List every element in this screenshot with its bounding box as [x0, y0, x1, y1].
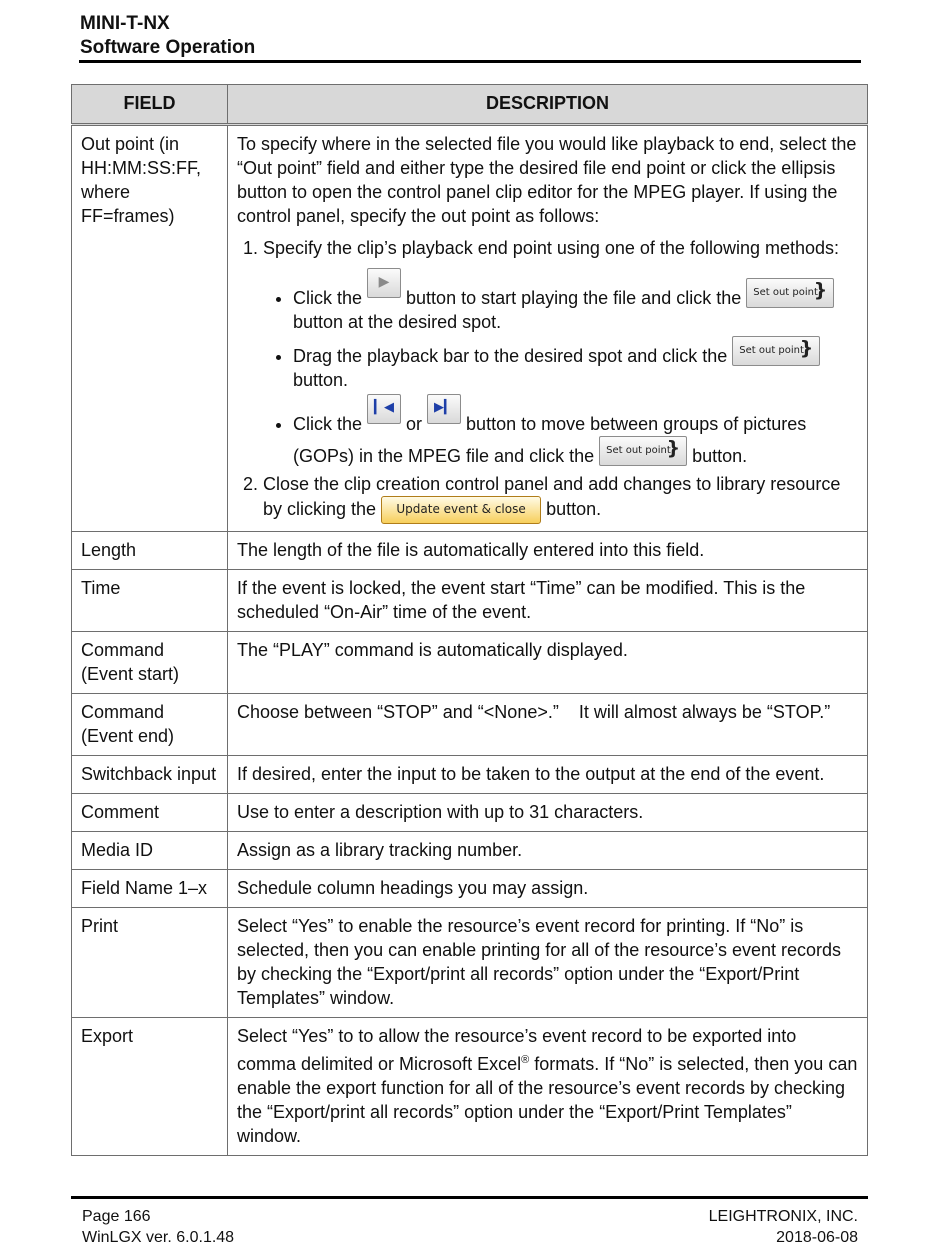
field-cell: Media ID	[72, 832, 228, 870]
field-cell: Print	[72, 908, 228, 1018]
play-icon: ▶	[367, 268, 401, 298]
registered-mark: ®	[521, 1054, 530, 1066]
table-row	[72, 908, 868, 1018]
header-product: MINI-T-NX	[80, 13, 170, 34]
method-item: • Click the ▶ button to start playing the file and click the Set out point } button at the desired spot.	[293, 268, 859, 334]
table-row	[72, 832, 868, 870]
previous-gop-icon: ▎◀	[367, 394, 401, 424]
table-row-export	[72, 1018, 868, 1156]
field-cell: Out point (in HH:MM:SS:FF, where FF=frames)	[72, 125, 228, 532]
set-out-point-button: Set out point }	[746, 278, 834, 308]
table-row-out-point	[72, 125, 868, 532]
set-out-point-button: Set out point }	[732, 336, 820, 366]
field-cell: Length	[72, 532, 228, 570]
step-item: 2. Close the clip creation control panel and add changes to library resource by clicking the Update event & close button.	[263, 472, 859, 524]
description-cell: Choose between “STOP” and “<None>.” It will almost always be “STOP.”	[228, 694, 868, 756]
header-rule	[79, 60, 861, 63]
table-row	[72, 570, 868, 632]
field-cell: Export	[72, 1018, 228, 1156]
description-cell: The “PLAY” command is automatically displayed.	[228, 632, 868, 694]
footer-rule	[71, 1196, 868, 1199]
table-row	[72, 794, 868, 832]
field-cell: Command (Event start)	[72, 632, 228, 694]
method-list	[263, 268, 859, 468]
description-cell: If desired, enter the input to be taken to the output at the end of the event.	[228, 756, 868, 794]
footer-left	[82, 1206, 234, 1248]
field-description-table	[71, 84, 868, 1156]
description-cell	[228, 125, 868, 532]
table-row	[72, 632, 868, 694]
table-row	[72, 532, 868, 570]
description-cell: Use to enter a description with up to 31 characters.	[228, 794, 868, 832]
method-item: • Click the ▎◀ or ▶▎ button to move between groups of pictures (GOPs) in the MPEG file and click the Set out point } button.	[293, 394, 859, 468]
column-header-description: DESCRIPTION	[228, 85, 868, 125]
column-header-field: FIELD	[72, 85, 228, 125]
description-cell: Assign as a library tracking number.	[228, 832, 868, 870]
description-cell: If the event is locked, the event start “Time” can be modified. This is the scheduled “On-Air” time of the event.	[228, 570, 868, 632]
field-cell: Command (Event end)	[72, 694, 228, 756]
table-row	[72, 870, 868, 908]
description-cell: Select “Yes” to to allow the resource’s event record to be exported into comma delimited or Microsoft Excel® formats. If “No” is selected, then you can enable the export function for all of the resource’s event records by checking the “Export/print all records” option under the “Export/Print Templates” window.	[228, 1018, 868, 1156]
set-out-point-button: Set out point }	[599, 436, 687, 466]
page-number: Page 166	[82, 1208, 151, 1225]
next-gop-icon: ▶▎	[427, 394, 461, 424]
field-cell: Switchback input	[72, 756, 228, 794]
company-name: LEIGHTRONIX, INC.	[708, 1208, 858, 1225]
description-cell: Select “Yes” to enable the resource’s event record for printing. If “No” is selected, then you can enable printing for all of the resource’s event records by checking the “Export/print all records” option under the “Export/Print Templates” window.	[228, 908, 868, 1018]
description-cell: Schedule column headings you may assign.	[228, 870, 868, 908]
field-cell: Field Name 1–x	[72, 870, 228, 908]
field-cell: Time	[72, 570, 228, 632]
footer-right	[709, 1206, 858, 1248]
table-row	[72, 756, 868, 794]
step-item	[263, 236, 859, 468]
document-date: 2018-06-08	[776, 1229, 858, 1246]
update-event-close-button: Update event & close	[381, 496, 541, 524]
step-text: Specify the clip’s playback end point using one of the following methods:	[263, 238, 840, 258]
table-header-row	[72, 85, 868, 125]
table-row	[72, 694, 868, 756]
page-header	[80, 12, 255, 60]
field-cell: Comment	[72, 794, 228, 832]
method-item: • Drag the playback bar to the desired spot and click the Set out point } button.	[293, 336, 859, 392]
software-version: WinLGX ver. 6.0.1.48	[82, 1229, 235, 1246]
description-cell: The length of the file is automatically entered into this field.	[228, 532, 868, 570]
out-point-intro: To specify where in the selected file you would like playback to end, select the “Out point” field and either type the desired file end point or click the ellipsis button to open the control panel clip editor for the MPEG player. If using the control panel, specify the out point as follows:	[237, 134, 857, 226]
header-section: Software Operation	[80, 37, 256, 58]
out-point-steps	[237, 236, 859, 524]
